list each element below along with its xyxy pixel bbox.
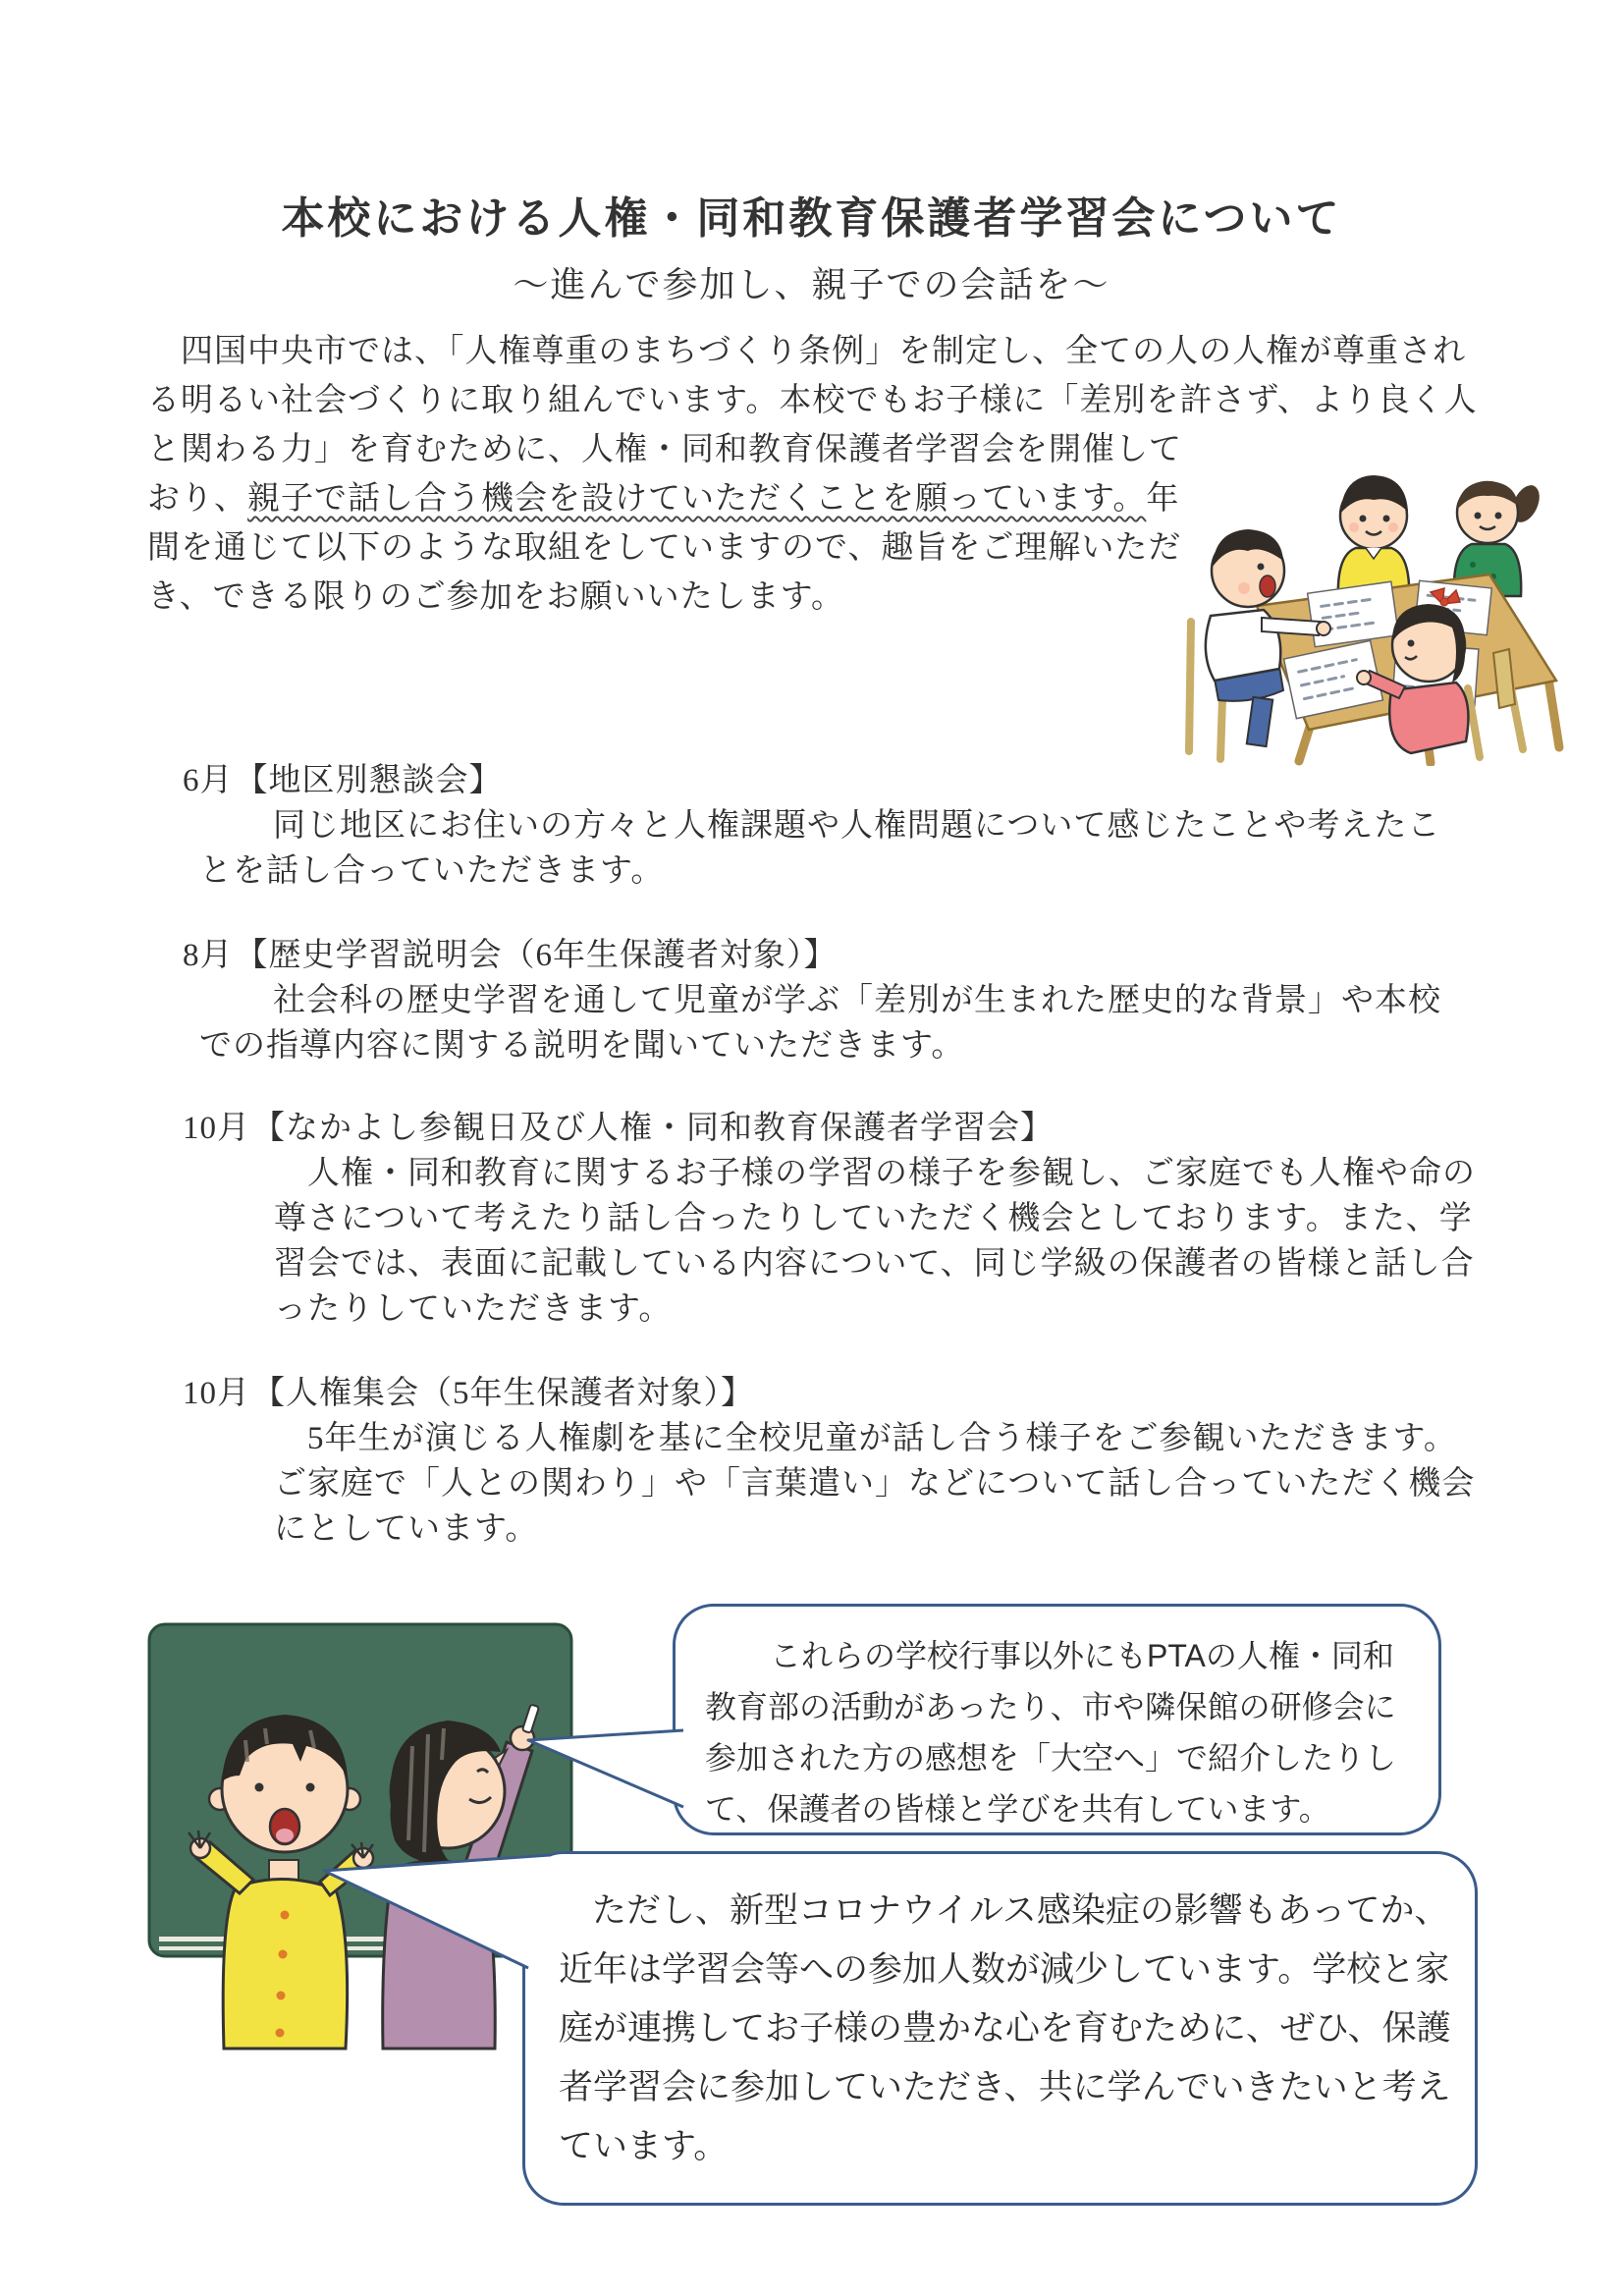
event-title: 【歴史学習説明会（6年生保護者対象）】 [235,938,838,973]
intro-line-6: き、できる限りのご参加をお願いいたします。 [147,579,845,615]
description-line: ご家庭で「人との関わり」や「言葉遣い」などについて話し合っていただく機会 [274,1466,1476,1502]
schedule-section-june [183,758,1488,894]
description-line: 同じ地区にお住いの方々と人権課題や人権問題について感じたことや考えたこ [273,808,1441,844]
event-title: 【なかよし参観日及び人権・同和教育保護者学習会】 [252,1111,1054,1146]
intro-line-2: る明るい社会づくりに取り組んでいます。本校でもお子様に「差別を許さず、より良く人 [147,383,1478,418]
speech-bubble-covid [522,1851,1478,2206]
event-description [274,1151,1488,1332]
description-line: 人権・同和教育に関するお子様の学習の様子を参観し、ご家庭でも人権や命の [307,1156,1476,1191]
description-line: 習会では、表面に記載している内容について、同じ学級の保護者の皆様と話し合 [274,1246,1475,1282]
schedule-heading [183,1371,1488,1416]
bubble-line: ています。 [559,2127,729,2165]
bubble-line: ただし、新型コロナウイルス感染症の影響もあってか、 [592,1891,1449,1930]
schedule-heading [183,933,1488,978]
event-description [199,803,1488,894]
bubble-line: 庭が連携してお子様の豊かな心を育むために、ぜひ、保護 [559,2009,1451,2048]
schedule-section-october-visitation [183,1106,1488,1332]
bubble-line: 教育部の活動があったり、市や隣保館の研修会に [705,1689,1396,1724]
description-line: にとしています。 [274,1511,539,1547]
description-line: ったりしていただきます。 [274,1291,673,1327]
month-label: 10月 [183,1376,250,1411]
intro-line-1: 四国中央市では、「人権尊重のまちづくり条例」を制定し、全ての人の人権が尊重され [181,334,1467,369]
intro-line-5: 間を通じて以下のような取組をしていますので、趣旨をご理解いただ [147,530,1182,566]
speech-bubble-pta [673,1604,1441,1835]
schedule-heading [183,758,1488,803]
description-line: とを話し合っていただきます。 [199,853,665,889]
bubble-line: 者学習会に参加していただき、共に学んでいきたいと考え [559,2068,1451,2106]
intro-line-3: と関わる力」を育むために、人権・同和教育保護者学習会を開催して [147,432,1182,467]
description-line: 社会科の歴史学習を通して児童が学ぶ「差別が生まれた歴史的な背景」や本校 [273,983,1441,1018]
page-subtitle: ～進んで参加し、親子での会話を～ [513,264,1110,304]
month-label: 10月 [183,1111,250,1146]
intro-line-4-pre: おり、 [147,481,247,517]
top-boy [1338,475,1409,600]
page-title: 本校における人権・同和教育保護者学習会について [281,194,1342,243]
description-line: 5年生が演じる人権劇を基に全校児童が話し合う様子をご参観いただきます。 [307,1421,1457,1456]
event-description [274,1416,1488,1552]
schedule-section-october-assembly [183,1371,1488,1552]
wavy-underlined-sentence: 親子で話し合う機会を設けていただくことを願っています。 [247,481,1147,517]
bubble-line: 近年は学習会等への参加人数が減少しています。学校と家 [559,1950,1450,1989]
event-title: 【地区別懇談会】 [235,763,503,798]
schedule-section-august [183,933,1488,1068]
children-at-blackboard-illustration [145,1613,585,2059]
event-description [199,978,1488,1068]
month-label: 8月 [183,938,234,973]
bubble-line: これらの学校行事以外にもPTAの人権・同和 [770,1638,1394,1673]
event-title: 【人権集会（5年生保護者対象）】 [252,1376,754,1411]
children-at-table-illustration [1163,457,1571,766]
schedule-heading [183,1106,1488,1151]
bubble-line: 参加された方の感想を「大空へ」で紹介したりし [705,1740,1397,1776]
description-line: での指導内容に関する説明を聞いていただきます。 [199,1028,965,1064]
intro-line-4-post: 年 [1146,481,1180,517]
bubble-line: て、保護者の皆様と学びを共有しています。 [705,1791,1330,1827]
month-label: 6月 [183,763,234,798]
description-line: 尊さについて考えたり話し合ったりしていただく機会としております。また、学 [274,1201,1473,1236]
